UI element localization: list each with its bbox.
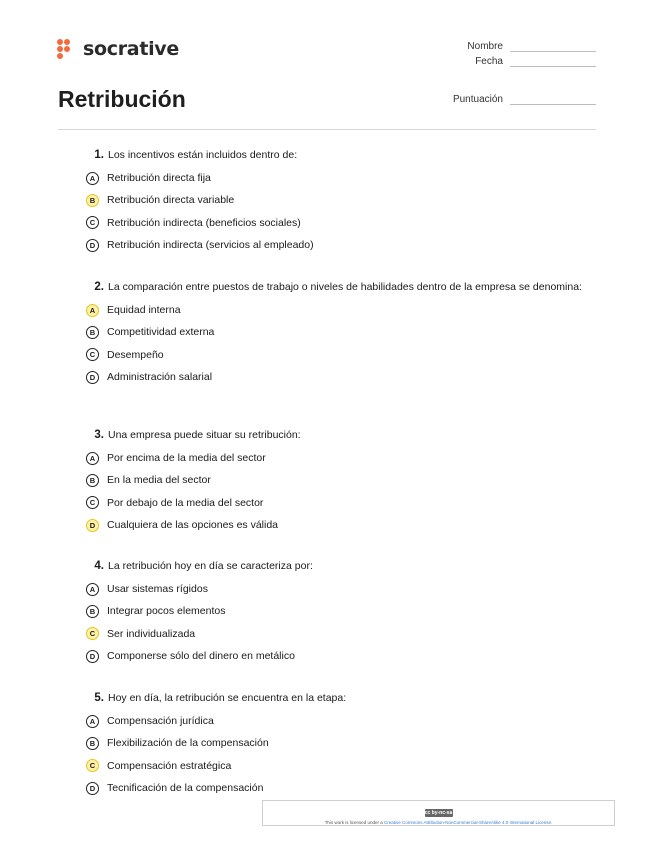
license-text: [263, 820, 614, 825]
question-text: Hoy en día, la retribución se encuentra en la etapa:: [108, 692, 347, 704]
license-text-prefix: This work is licensed under a: [324, 820, 384, 825]
answer-option-text: Por debajo de la media del sector: [107, 496, 264, 509]
nombre-field: [443, 41, 596, 52]
question-3: [86, 428, 586, 536]
nombre-line: [510, 43, 596, 52]
question-text: La retribución hoy en día se caracteriza por:: [108, 560, 313, 572]
answer-option-text: Por encima de la media del sector: [107, 452, 266, 465]
question-number: 5.: [94, 692, 104, 704]
question-number: 2.: [94, 281, 104, 293]
answer-option-c[interactable]: [86, 623, 586, 645]
answer-option-c[interactable]: [86, 492, 586, 514]
answer-letter-icon: A: [86, 583, 99, 596]
question-2: [86, 280, 586, 388]
puntuacion-label: Puntuación: [452, 94, 503, 105]
answer-letter-icon: D: [86, 650, 99, 663]
fecha-line: [510, 58, 596, 67]
answer-option-text: Retribución directa variable: [107, 194, 235, 207]
answer-option-a[interactable]: [86, 447, 586, 469]
question-number: 4.: [94, 560, 104, 572]
answer-letter-icon: D: [86, 239, 99, 252]
answer-option-text: Integrar pocos elementos: [107, 605, 226, 618]
answer-option-text: Cualquiera de las opciones es válida: [107, 519, 279, 532]
correct-answer-letter-icon: C: [86, 759, 99, 772]
answer-option-b[interactable]: [86, 600, 586, 622]
answer-letter-icon: B: [86, 326, 99, 339]
answer-option-c[interactable]: [86, 212, 586, 234]
answer-option-text: Compensación estratégica: [107, 759, 232, 772]
answer-option-text: Desempeño: [107, 348, 164, 361]
answer-letter-icon: C: [86, 348, 99, 361]
question-header: [86, 148, 586, 162]
answer-option-b[interactable]: [86, 321, 586, 343]
question-header: [86, 559, 586, 573]
question-header: [86, 280, 586, 294]
fecha-field: [443, 56, 596, 67]
cc-license-icon: cc by-nc-sa: [424, 810, 453, 816]
answer-option-d[interactable]: [86, 777, 586, 799]
answer-letter-icon: B: [86, 605, 99, 618]
answer-letter-icon: C: [86, 216, 99, 229]
answer-option-b[interactable]: [86, 732, 586, 754]
question-5: [86, 691, 586, 799]
answer-letter-icon: C: [86, 496, 99, 509]
answer-option-a[interactable]: [86, 167, 586, 189]
answer-option-d[interactable]: [86, 234, 586, 256]
answer-letter-icon: D: [86, 371, 99, 384]
answer-option-text: Componerse sólo del dinero en metálico: [107, 650, 295, 663]
answer-option-a[interactable]: [86, 578, 586, 600]
correct-answer-letter-icon: D: [86, 519, 99, 532]
correct-answer-letter-icon: B: [86, 194, 99, 207]
question-4: [86, 559, 586, 667]
question-text: Los incentivos están incluidos dentro de:: [108, 149, 298, 161]
answer-option-text: Tecnificación de la compensación: [107, 782, 264, 795]
answer-letter-icon: A: [86, 715, 99, 728]
answer-option-d[interactable]: [86, 514, 586, 536]
correct-answer-letter-icon: C: [86, 627, 99, 640]
answer-option-text: Competitividad externa: [107, 326, 215, 339]
answer-option-text: Retribución directa fija: [107, 172, 211, 185]
brand-name: socrative: [83, 38, 179, 60]
answer-option-a[interactable]: [86, 710, 586, 732]
question-text: Una empresa puede situar su retribución:: [108, 429, 301, 441]
socrative-logo-mark-icon: [57, 39, 77, 59]
fecha-label: Fecha: [475, 56, 503, 67]
answer-option-a[interactable]: [86, 299, 586, 321]
answer-option-d[interactable]: [86, 366, 586, 388]
answer-option-b[interactable]: [86, 189, 586, 211]
answer-letter-icon: A: [86, 172, 99, 185]
header-divider: [58, 129, 596, 130]
answer-option-text: Equidad interna: [107, 304, 181, 317]
answer-option-text: En la media del sector: [107, 474, 211, 487]
question-header: [86, 428, 586, 442]
answer-option-text: Retribución indirecta (beneficios sociales): [107, 216, 301, 229]
nombre-label: Nombre: [467, 41, 503, 52]
answer-option-text: Flexibilización de la compensación: [107, 737, 269, 750]
answer-option-d[interactable]: [86, 645, 586, 667]
answer-letter-icon: B: [86, 737, 99, 750]
answer-letter-icon: A: [86, 452, 99, 465]
puntuacion-field: [443, 94, 596, 105]
answer-option-c[interactable]: [86, 755, 586, 777]
answer-option-text: Retribución indirecta (servicios al empleado): [107, 239, 314, 252]
answer-option-c[interactable]: [86, 344, 586, 366]
correct-answer-letter-icon: A: [86, 304, 99, 317]
question-1: [86, 148, 586, 256]
page-title: Retribución: [58, 86, 186, 112]
answer-option-text: Usar sistemas rígidos: [107, 583, 208, 596]
answer-option-text: Administración salarial: [107, 371, 213, 384]
question-header: [86, 691, 586, 705]
question-number: 3.: [94, 429, 104, 441]
question-number: 1.: [94, 149, 104, 161]
answer-option-text: Ser individualizada: [107, 627, 196, 640]
puntuacion-line: [510, 96, 596, 105]
question-text: La comparación entre puestos de trabajo o niveles de habilidades dentro de la empresa se denomina:: [108, 281, 582, 293]
license-link[interactable]: Creative Commons Attribution-NonCommercial-ShareAlike 4.0 International License.: [383, 820, 553, 825]
answer-option-b[interactable]: [86, 469, 586, 491]
answer-letter-icon: D: [86, 782, 99, 795]
license-box: [262, 800, 615, 826]
answer-option-text: Compensación jurídica: [107, 715, 214, 728]
answer-letter-icon: B: [86, 474, 99, 487]
socrative-logo: [57, 38, 179, 60]
